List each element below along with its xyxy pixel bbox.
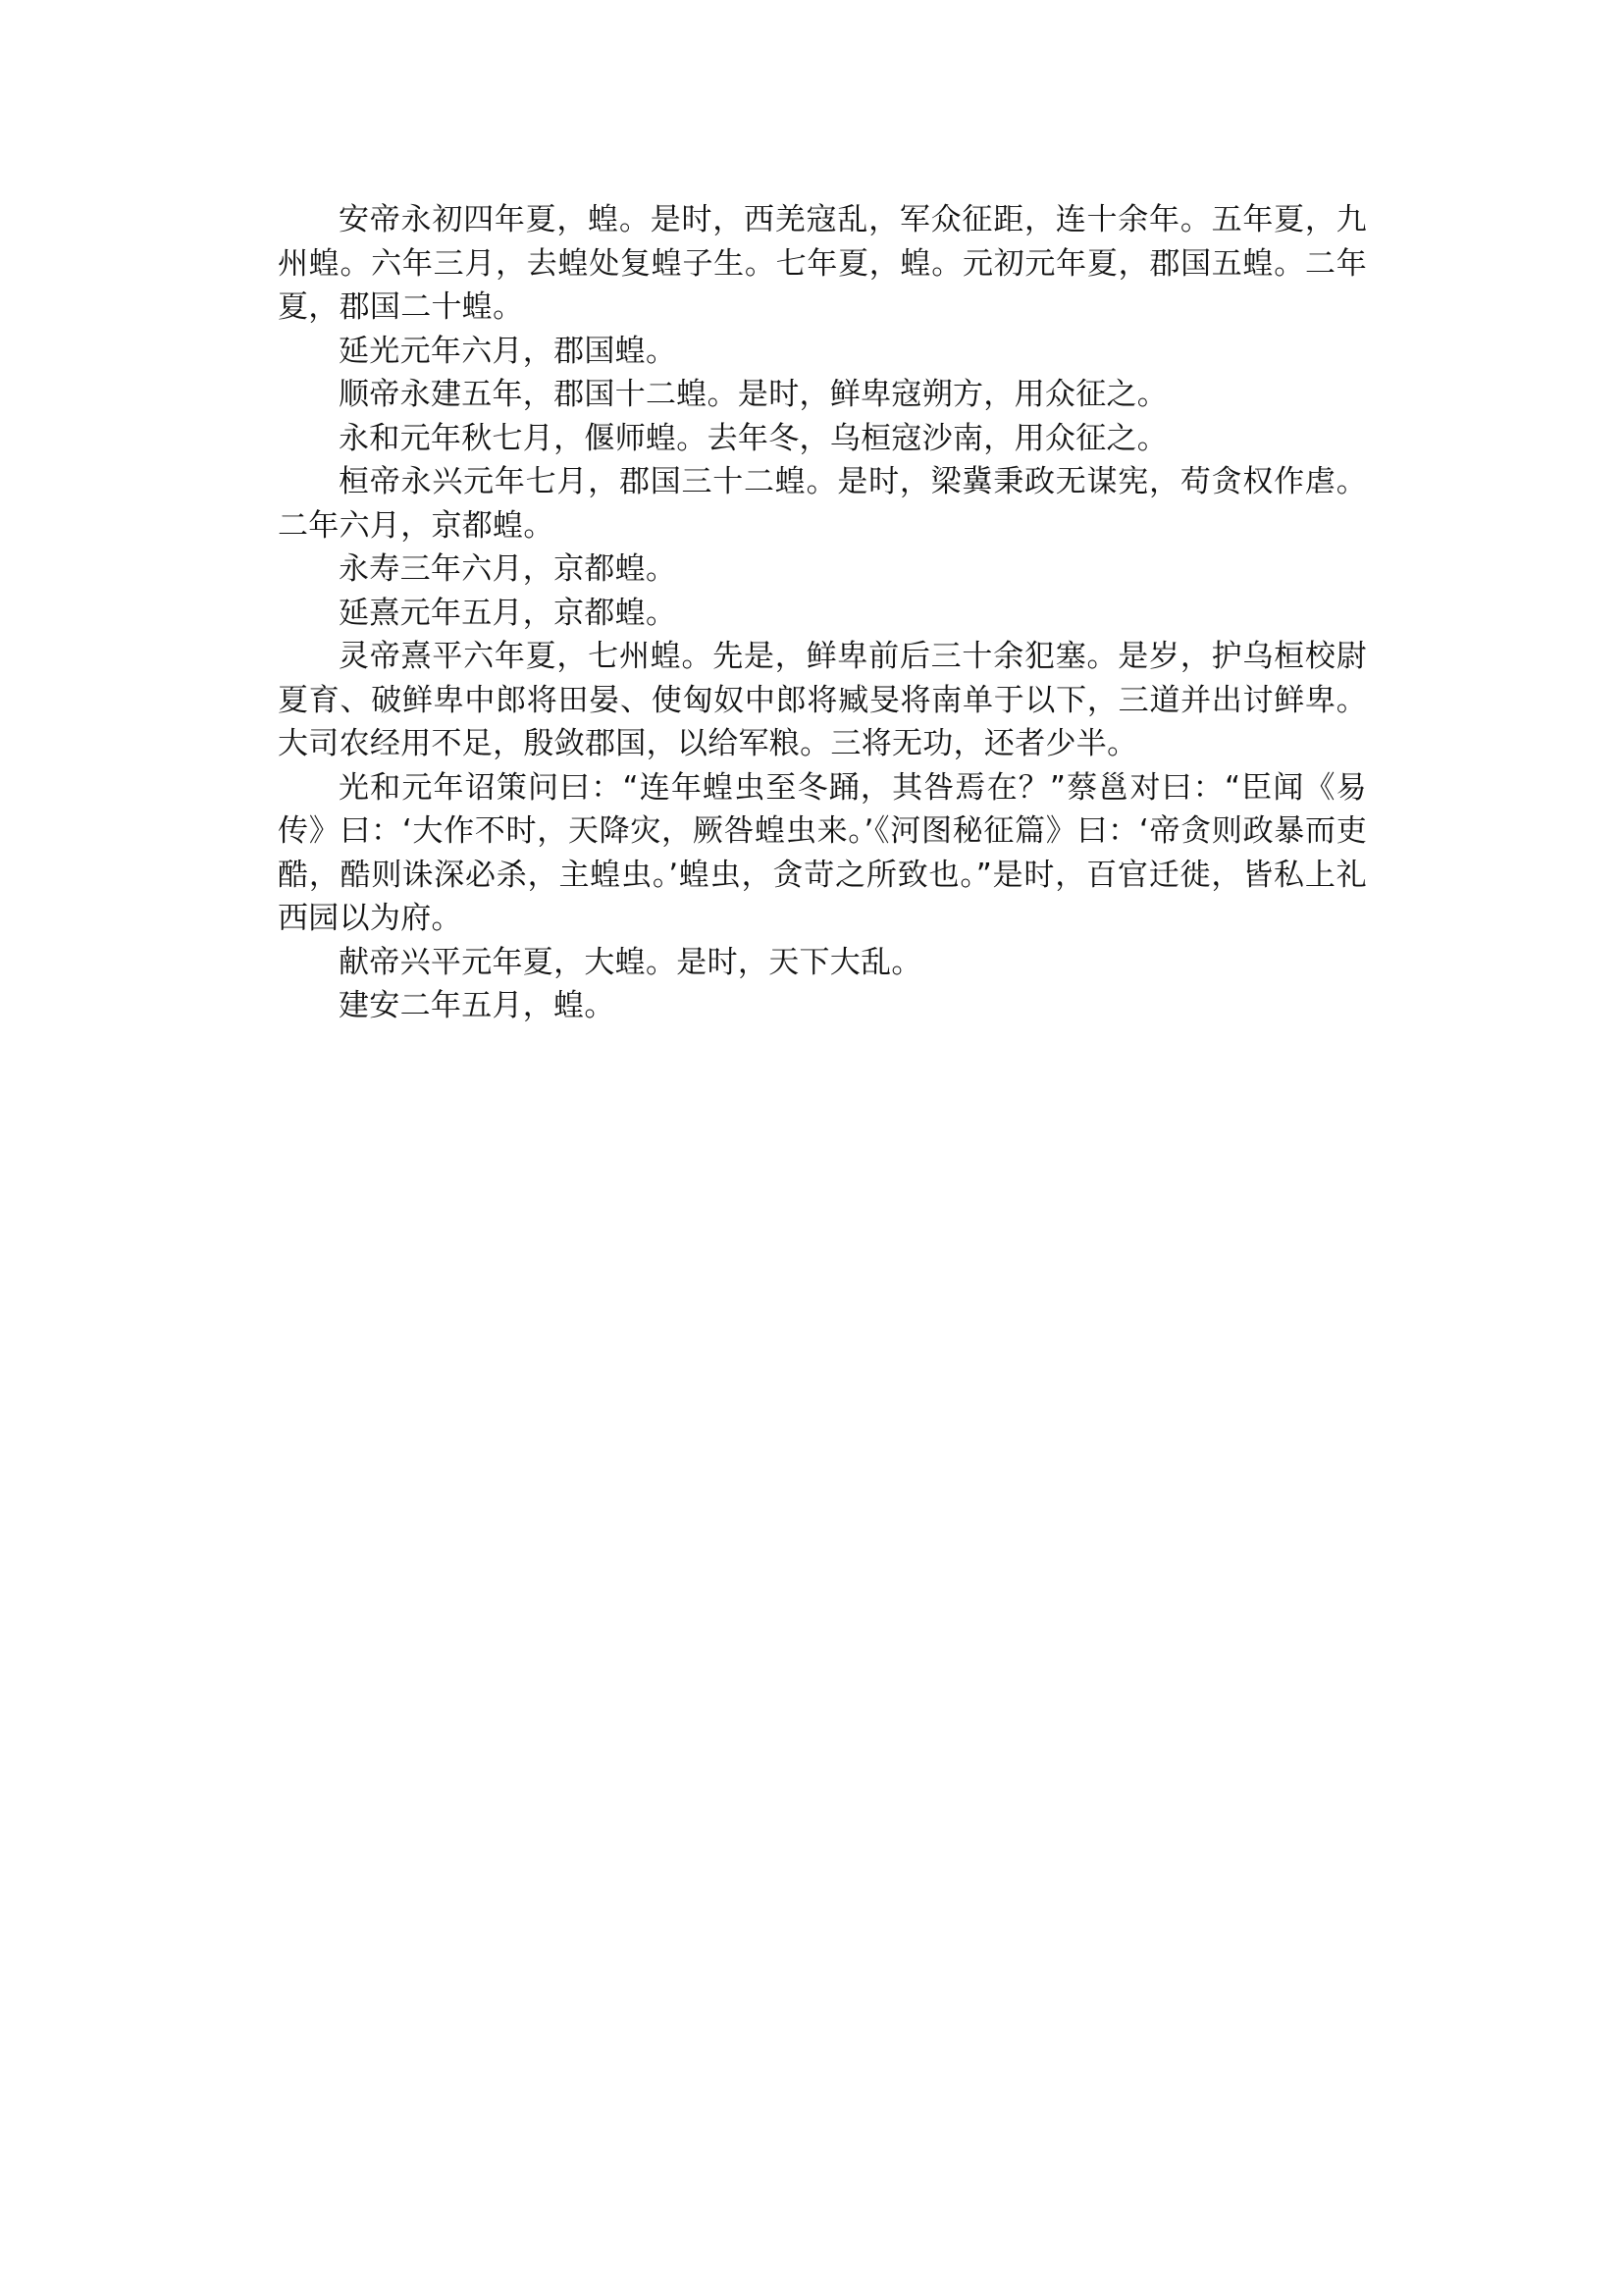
paragraph: 灵帝熹平六年夏，七州蝗。先是，鲜卑前后三十余犯塞。是岁，护乌桓校尉夏育、破鲜卑中郎将田晏、使匈奴中郎将臧旻将南单于以下，三道并出讨鲜卑。大司农经用不足，殷敛郡国，以给军粮。三将无功，还者少半。 <box>278 639 1367 761</box>
paragraph: 光和元年诏策问曰：“连年蝗虫至冬踊，其咎焉在？”蔡邕对曰：“臣闻《易传》曰：‘大作不时，天降灾，厥咎蝗虫来。’《河图秘征篇》曰：‘帝贪则政暴而吏酷，酷则诛深必杀，主蝗虫。’蝗虫，贪苛之所致也。”是时，百官迁徙，皆私上礼西园以为府。 <box>278 769 1367 936</box>
paragraph: 顺帝永建五年，郡国十二蝗。是时，鲜卑寇朔方，用众征之。 <box>339 377 1169 412</box>
paragraph: 建安二年五月，蝗。 <box>339 988 615 1023</box>
document-body <box>278 198 1367 1028</box>
paragraph: 献帝兴平元年夏，大蝗。是时，天下大乱。 <box>339 944 922 980</box>
paragraph: 永和元年秋七月，偃师蝗。去年冬，乌桓寇沙南，用众征之。 <box>339 420 1169 456</box>
paragraph: 桓帝永兴元年七月，郡国三十二蝗。是时，梁冀秉政无谋宪，苟贪权作虐。二年六月，京都蝗。 <box>278 464 1367 544</box>
paragraph: 延光元年六月，郡国蝗。 <box>339 333 677 369</box>
paragraph: 永寿三年六月，京都蝗。 <box>339 551 677 587</box>
paragraph: 延熹元年五月，京都蝗。 <box>339 595 677 631</box>
paragraph: 安帝永初四年夏，蝗。是时，西羌寇乱，军众征距，连十余年。五年夏，九州蝗。六年三月，去蝗处复蝗子生。七年夏，蝗。元初元年夏，郡国五蝗。二年夏，郡国二十蝗。 <box>278 202 1367 325</box>
